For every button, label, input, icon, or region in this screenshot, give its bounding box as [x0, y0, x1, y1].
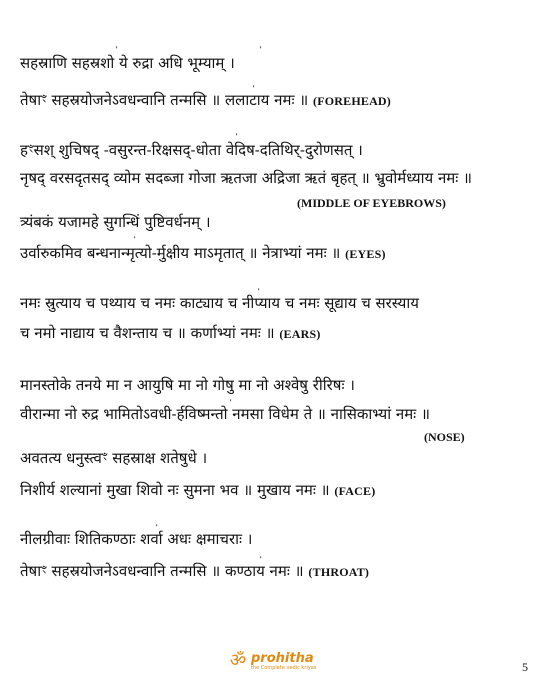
- sloka-line-14: [20, 561, 369, 582]
- body-part-label: (MIDDLE OF EYEBROWS): [297, 196, 446, 210]
- sloka-line-1: [20, 53, 235, 73]
- sloka-text: तेषाꣳ सहस्रयोजनेऽवधन्वानि तन्मसि ॥ ललाटाय नमः ॥: [20, 91, 313, 109]
- body-part-label: (FACE): [334, 484, 376, 498]
- body-part-label: (EYES): [345, 247, 386, 261]
- sloka-text: निशीर्य शल्यानां मुखा शिवो नः सुमना भव ॥ मुखाय नमः ॥: [20, 481, 335, 499]
- sloka-text: वीरान्मा नो रुद्र भामितोऽवधी-र्हविष्मन्तो नमसा विधेम ते ॥ नासिकाभ्यां नमः ॥: [20, 405, 430, 423]
- sloka-line-11: [20, 448, 207, 468]
- om-icon: ॐ: [229, 650, 247, 671]
- brand-tagline: the Complete vedic kriyas: [251, 664, 317, 671]
- sloka-text: तेषाꣳ सहस्रयोजनेऽवधन्वानि तन्मसि ॥ कण्ठाय नमः ॥: [20, 562, 309, 580]
- sloka-text: हꣳसश् शुचिषद् -वसुरन्त-रिक्षसद्-धोता वेदिष-दतिथिर्-दुरोणसत् ।: [20, 141, 363, 159]
- brand-name: prohitha: [251, 650, 314, 666]
- page-number: 5: [522, 660, 528, 674]
- sloka-text: सहस्राणि सहस्रशो ये रुद्रा अधि भूम्याम् ।: [20, 54, 235, 72]
- body-part-label: (FOREHEAD): [313, 94, 391, 108]
- sloka-text: उर्वारुकमिव बन्धनान्मृत्यो-र्मुक्षीय माऽमृतात् ॥ नेत्राभ्यां नमः ॥: [20, 244, 346, 262]
- body-part-label: (EARS): [279, 327, 321, 341]
- sloka-line-13: [20, 529, 252, 549]
- sloka-text: त्र्यंबकं यजामहे सुगन्धिं पुष्टिवर्धनम् ।: [20, 213, 211, 231]
- sloka-line-3: [20, 140, 363, 160]
- brand-block: [251, 652, 316, 671]
- sloka-line-12: [20, 480, 375, 501]
- sloka-line-8: [20, 323, 321, 344]
- body-part-label: (THROAT): [308, 565, 370, 579]
- sloka-text: नीलग्रीवाः शितिकण्ठाः शर्वा अधः क्षमाचराः ।: [20, 530, 253, 548]
- sloka-line-4: [20, 168, 472, 188]
- sloka-text: च नमो नाद्याय च वैशन्ताय च ॥ कर्णाभ्यां नमः ॥: [20, 324, 280, 342]
- sloka-text: मानस्तोके तनये मा न आयुषि मा नो गोषु मा नो अश्वेषु रीरिषः ।: [20, 376, 355, 394]
- sloka-text: नृषद् वरसदृतसद् व्योम सदब्जा गोजा ऋतजा अद्रिजा ऋतं बृहत् ॥ भ्रुवोर्मध्याय नमः ॥: [20, 169, 473, 187]
- sloka-line-6: [20, 243, 386, 264]
- sloka-line-10: [20, 404, 430, 424]
- sloka-text: नमः स्रुत्याय च पथ्याय च नमः काट्याय च नीप्याय च नमः सूद्याय च सरस्याय: [20, 294, 419, 312]
- sloka-line-7: [20, 293, 419, 313]
- sloka-line-2: [20, 90, 391, 111]
- sloka-line-9: [20, 375, 355, 395]
- prohitha-logo: [228, 651, 316, 671]
- body-part-label: (NOSE): [424, 430, 465, 444]
- sloka-line-5: [20, 212, 211, 232]
- sloka-text: अवतत्य धनुस्त्वꣳ सहस्राक्ष शतेषुधे ।: [20, 449, 208, 467]
